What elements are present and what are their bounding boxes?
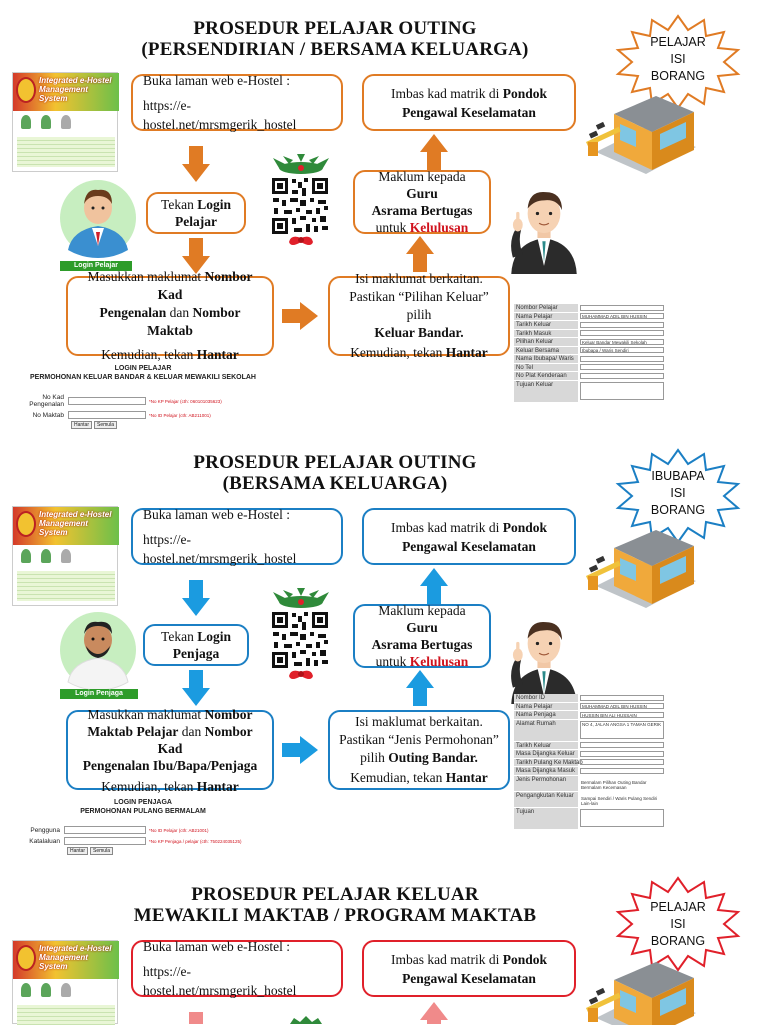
form-row-label: Nombor Pelajar <box>514 304 578 312</box>
form-row-label: Tarikh Masuk <box>514 330 578 338</box>
form-row-label: Jenis Permohonan <box>514 776 578 791</box>
banner-line-1: Integrated e-Hostel <box>39 510 112 519</box>
form-row-label: Alamat Rumah <box>514 720 578 741</box>
step-web-url[interactable]: https://e-hostel.net/mrsmgerik_hostel <box>143 98 297 132</box>
form-row-input[interactable] <box>580 330 664 336</box>
form-row-input[interactable] <box>580 322 664 328</box>
step-enter-details: Masukkan maklumat Nombor Maktab Pelajar dan Nombor Kad Pengenalan Ibu/Bapa/Penjaga Kemudian, tekan Hantar <box>66 710 274 790</box>
login-pelajar-form: LOGIN PELAJAR PERMOHONAN KELUAR BANDAR & KELUAR MEWAKILI SEKOLAH No Kad Pengenalan *No KP Pelajar (cth: 060101035623) No Maktab *No ID Pelajar (cth: AB211001) Hantar Semula <box>29 365 256 428</box>
form-row-input[interactable]: NO 4, JALAN ANGSA 1 TAMAN GERIK <box>580 721 664 739</box>
form-row <box>514 304 762 313</box>
step-scan-matric: Imbas kad matrik di Pondok Pengawal Keselamatan <box>362 508 576 565</box>
student-avatar <box>58 178 138 258</box>
banner-line-1: Integrated e-Hostel <box>39 76 112 85</box>
ehostel-banner-image <box>12 506 118 606</box>
step-web-line1: Buka laman web e-Hostel : <box>143 73 290 88</box>
form-row-label: Masa Dijangka Masuk <box>514 767 578 775</box>
title-line-2: MEWAKILI MAKTAB / PROGRAM MAKTAB <box>133 905 537 926</box>
arrow-right-1 <box>282 736 318 764</box>
form-row-label: Keluar Bersama <box>514 347 578 355</box>
step-open-website: Buka laman web e-Hostel : https://e-hostel.net/mrsmgerik_hostel <box>131 508 343 565</box>
step-open-website: Buka laman web e-Hostel : https://e-hostel.net/mrsmgerik_hostel <box>131 940 343 997</box>
guard-post-illustration <box>586 92 704 182</box>
form-row-input[interactable]: MUHAMMAD ADIL BIN HUSSIN <box>580 313 664 319</box>
arrow-up-1 <box>420 134 448 170</box>
form-row <box>514 742 762 751</box>
form-row-input[interactable] <box>580 759 664 765</box>
banner-line-2: Management System <box>39 519 88 537</box>
title-line-1: PROSEDUR PELAJAR KELUAR <box>191 884 479 905</box>
section-title <box>80 884 590 926</box>
step-login-pelajar: Tekan Login Pelajar <box>146 192 246 234</box>
arrow-up-2 <box>406 236 434 272</box>
form-row <box>514 338 762 347</box>
qr-code-image <box>266 154 336 248</box>
step-enter-details: Masukkan maklumat Nombor Kad Pengenalan dan Nombor Maktab Kemudian, tekan Hantar <box>66 276 274 356</box>
form-row <box>514 711 762 720</box>
form-row <box>514 759 762 768</box>
form-row-input[interactable]: MUHAMMAD ADIL BIN HUSSIN <box>580 703 664 709</box>
arrow-up-2 <box>406 670 434 706</box>
section-title <box>80 452 590 494</box>
form-row <box>514 750 762 759</box>
arrow-up-1 <box>420 568 448 604</box>
form-row <box>514 355 762 364</box>
ehostel-banner-image <box>12 72 118 172</box>
form-row <box>514 792 762 808</box>
form-row-input[interactable]: Keluar Bandar Mewakili Sekolah <box>580 339 664 345</box>
form-row <box>514 372 762 381</box>
login-penjaga-label: Login Penjaga <box>60 689 138 699</box>
form-row-input[interactable] <box>580 364 664 370</box>
login-penjaga-form: LOGIN PENJAGA PERMOHONAN PULANG BERMALAM Pengguna *No ID Pelajar (cth: AB21001) Katalaluan *No KP Penjaga / pelajar (cth: 750224035125) Hantar Semula <box>29 799 242 854</box>
badge-text: IBUBAPA ISI BORANG <box>650 469 706 517</box>
form-row-input[interactable] <box>580 695 664 701</box>
step-inform-warden: Maklum kepada Guru Asrama Bertugas untuk Kelulusan <box>353 170 491 234</box>
title-line-2: (PERSENDIRIAN / BERSAMA KELUARGA) <box>141 39 529 60</box>
step-fill-form: Isi maklumat berkaitan. Pastikan “Pilihan Keluar” pilih Keluar Bandar. Kemudian, tekan Hantar <box>328 276 510 356</box>
form-row-label: Pengangkutan Keluar <box>514 792 578 807</box>
form-row-input[interactable] <box>580 356 664 362</box>
form-row <box>514 694 762 703</box>
title-line-1: PROSEDUR PELAJAR OUTING <box>193 452 477 473</box>
section-title <box>80 18 590 60</box>
semula-button[interactable]: Semula <box>90 847 113 855</box>
form-row-input[interactable] <box>580 373 664 379</box>
no-maktab-input[interactable] <box>68 411 146 419</box>
form-row-label: Pilihan Keluar <box>514 338 578 346</box>
teacher-illustration <box>496 184 592 274</box>
form-row-label: Masa Dijangka Keluar <box>514 750 578 758</box>
form-row-label: Tarikh Keluar <box>514 742 578 750</box>
parent-avatar <box>58 610 138 690</box>
banner-line-2: Management System <box>39 85 88 103</box>
arrow-down-1 <box>182 146 210 182</box>
guard-post-illustration <box>586 526 704 616</box>
form-row-input[interactable] <box>580 305 664 311</box>
form-row-label: Nama Pelajar <box>514 313 578 321</box>
form-row-input[interactable] <box>580 768 664 774</box>
form-row-input[interactable] <box>580 382 664 400</box>
banner-line-1: Integrated e-Hostel <box>39 944 112 953</box>
arrow-down-1 <box>182 580 210 616</box>
form-row <box>514 808 762 830</box>
form-row-label: No Tel <box>514 364 578 372</box>
form-row <box>514 321 762 330</box>
banner-line-2: Management System <box>39 953 88 971</box>
qr-code-image <box>266 588 336 682</box>
arrow-right-1 <box>282 302 318 330</box>
form-row <box>514 776 762 792</box>
step-open-website <box>131 74 343 131</box>
step-scan-matric: Imbas kad matrik di Pondok Pengawal Keselamatan <box>362 74 576 131</box>
title-line-2: (BERSAMA KELUARGA) <box>222 473 448 494</box>
form-row-input[interactable]: Sampai Sendiri / Waris Pulang Sendiri Lain-lain <box>581 796 658 806</box>
form-row <box>514 330 762 339</box>
form-row-input[interactable] <box>580 742 664 748</box>
step-web-url[interactable]: https://e-hostel.net/mrsmgerik_hostel <box>143 964 297 998</box>
form-row <box>514 347 762 356</box>
step-fill-form: Isi maklumat berkaitan. Pastikan “Jenis Permohonan” pilih Outing Bandar. Kemudian, tekan Hantar <box>328 710 510 790</box>
form-row-label: Tujuan <box>514 808 578 829</box>
outing-form-penjaga <box>514 694 762 830</box>
form-row-label: Tarikh Keluar <box>514 321 578 329</box>
form-row <box>514 767 762 776</box>
arrow-down-1 <box>182 1012 210 1024</box>
form-row <box>514 313 762 322</box>
form-row-label: Nombor ID <box>514 694 578 702</box>
form-row-label: Nama Pelajar <box>514 703 578 711</box>
form-row-input[interactable] <box>580 809 664 827</box>
ehostel-banner-image <box>12 940 118 1024</box>
hantar-button[interactable]: Hantar <box>67 847 88 855</box>
form-row <box>514 364 762 373</box>
teacher-illustration <box>496 614 592 704</box>
katalaluan-input[interactable] <box>64 837 146 845</box>
no-kp-input[interactable] <box>68 397 146 405</box>
form-row <box>514 381 762 403</box>
form-row-label: Tujuan Keluar <box>514 381 578 402</box>
login-pelajar-label: Login Pelajar <box>60 261 132 271</box>
badge-text: PELAJAR ISI BORANG <box>650 35 706 83</box>
form-row-input[interactable] <box>580 751 664 757</box>
qr-plant-partial <box>286 1016 326 1024</box>
form-row <box>514 720 762 742</box>
arrow-up-1 <box>420 1002 448 1024</box>
badge-text: PELAJAR ISI BORANG <box>650 900 706 948</box>
pengguna-input[interactable] <box>64 826 146 834</box>
form-row <box>514 703 762 712</box>
step-scan-matric: Imbas kad matrik di Pondok Pengawal Keselamatan <box>362 940 576 997</box>
hantar-button[interactable]: Hantar <box>71 421 92 429</box>
arrow-down-2 <box>182 670 210 706</box>
form-row-label: No Plat Kenderaan <box>514 372 578 380</box>
form-row-input[interactable]: HUSSIN BIN ALI HUSSAIN <box>580 712 664 718</box>
form-row-input[interactable]: Bermalam Pilihan Outing Bandar Bermalam Kecemasan <box>581 780 647 790</box>
step-inform-warden: Maklum kepada Guru Asrama Bertugas untuk Kelulusan <box>353 604 491 668</box>
outing-form-pelajar <box>514 304 762 403</box>
form-row-input[interactable]: Ibubapa / Waris Sendiri <box>580 347 664 353</box>
form-row-label: Nama Penjaga <box>514 711 578 719</box>
title-line-1: PROSEDUR PELAJAR OUTING <box>193 18 477 39</box>
guard-post-illustration <box>586 958 704 1024</box>
semula-button[interactable]: Semula <box>94 421 117 429</box>
form-row-label: Nama Ibubapa/ Waris <box>514 355 578 363</box>
step-web-url[interactable]: https://e-hostel.net/mrsmgerik_hostel <box>143 532 297 566</box>
form-row-label: Tarikh Pulang Ke Maktab <box>516 759 583 766</box>
step-login-penjaga: Tekan Login Penjaga <box>143 624 249 666</box>
